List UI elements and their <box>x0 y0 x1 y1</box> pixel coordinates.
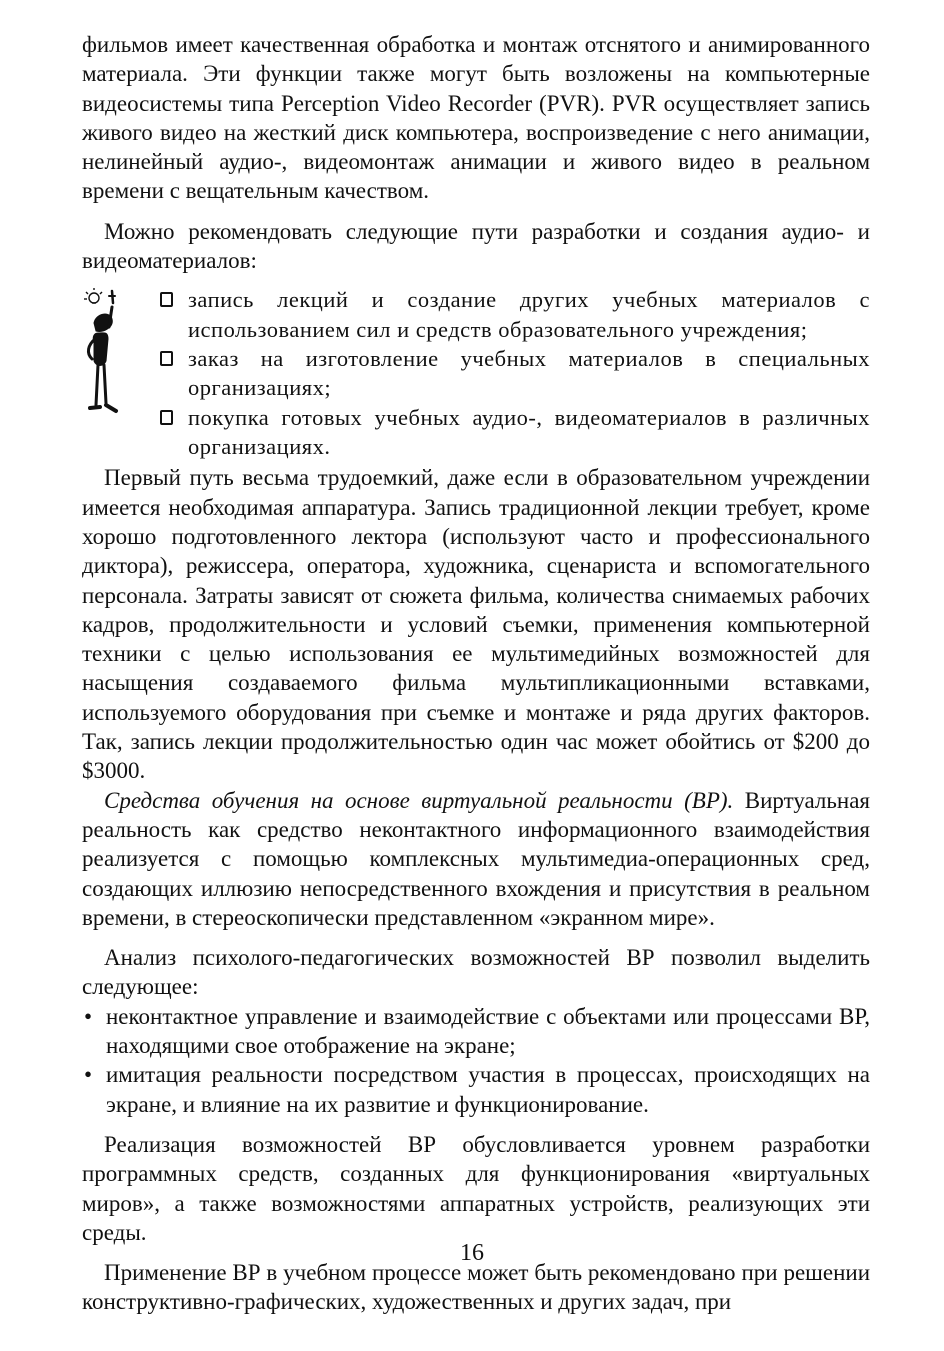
bullet-item <box>82 1002 870 1061</box>
paragraph-1: фильмов имеет качественная обработка и монтаж отснятого и анимированного материала. Эти функции также могут быть возложены на компьютерные видеосистемы типа Perception Video Recorder (PVR). PVR осуществляет запись живого видео на жесткий диск компьютера, воспроизведение с него анимации, нелинейный аудио-, видеомонтаж анимации и живого видео в реальном времени с вещательным качеством. <box>82 32 870 204</box>
paragraph-3: Первый путь весьма трудоемкий, даже если в образовательном учреждении имеется необходимая аппаратура. Запись традиционной лекции требует, кроме хорошо подготовленного лектора (используют часто и профессионального диктора), режиссера, оператора, художника, сценариста и вспомогательного персонала. Затраты зависят от сюжета фильма, количества снимаемых рабочих кадров, продолжительности и условий съемки, применения компьютерной техники с целью использования ее мультимедийных возможностей для насыщения создаваемого фильма мультипликационными вставками, используемого оборудования при съемке и монтаже и ряда других факторов. Так, запись лекции продолжительностью один час может обойтись от $200 до $3000. <box>82 465 870 784</box>
bullet-icon: • <box>84 1003 93 1029</box>
checklist <box>160 285 870 461</box>
page-number: 16 <box>460 1240 484 1266</box>
thinking-person-lightbulb-icon <box>82 287 132 415</box>
paragraph-4 <box>82 786 870 932</box>
paragraph-5: Анализ психолого-педагогических возможностей ВР позволил выделить следующее: <box>82 945 870 1000</box>
checklist-item <box>160 285 870 344</box>
page-body <box>82 30 870 1317</box>
checklist-block <box>82 285 870 463</box>
bullet-item-text: неконтактное управление и взаимодействие с объектами или процессами ВР, находящими свое отображение на экране; <box>106 1003 870 1059</box>
paragraph-7: Применение ВР в учебном процессе может быть рекомендовано при решении конструктивно-графических, художественных и других задач, при <box>82 1260 870 1315</box>
bullet-item <box>82 1060 870 1119</box>
bullet-icon: • <box>84 1062 93 1088</box>
checklist-item <box>160 403 870 462</box>
checklist-item <box>160 344 870 403</box>
paragraph-6: Реализация возможностей ВР обусловливается уровнем разработки программных средств, созданных для функционирования «виртуальных миров», а также возможностями аппаратных устройств, реализующих эти среды. <box>82 1131 870 1245</box>
checklist-item-text: покупка готовых учебных аудио-, видеоматериалов в различных организациях. <box>188 404 870 459</box>
bullet-item-text: имитация реальности посредством участия в процессах, происходящих на экране, и влияние на их развитие и функционирование. <box>106 1062 870 1117</box>
section-heading-inline: Средства обучения на основе виртуальной реальности (ВР). <box>104 787 734 813</box>
paragraph-2: Можно рекомендовать следующие пути разработки и создания аудио- и видеоматериалов: <box>82 218 870 274</box>
checkbox-icon <box>160 410 173 425</box>
checklist-item-text: заказ на изготовление учебных материалов в специальных организациях; <box>188 345 870 401</box>
paragraph-4-text: Виртуальная реальность как средство неконтактного информационного взаимодействия реализуется с помощью комплексных мультимедиа-операционных сред, создающих иллюзию непосредственного вхождения и присутствия в реальном времени, в стереоскопически представленном «экранном мире». <box>82 787 870 930</box>
checklist-item-text: запись лекций и создание других учебных материалов с использованием сил и средств образовательного учреждения; <box>188 287 870 342</box>
bullet-list <box>82 1002 870 1119</box>
checkbox-icon <box>160 292 173 307</box>
checkbox-icon <box>160 351 173 366</box>
